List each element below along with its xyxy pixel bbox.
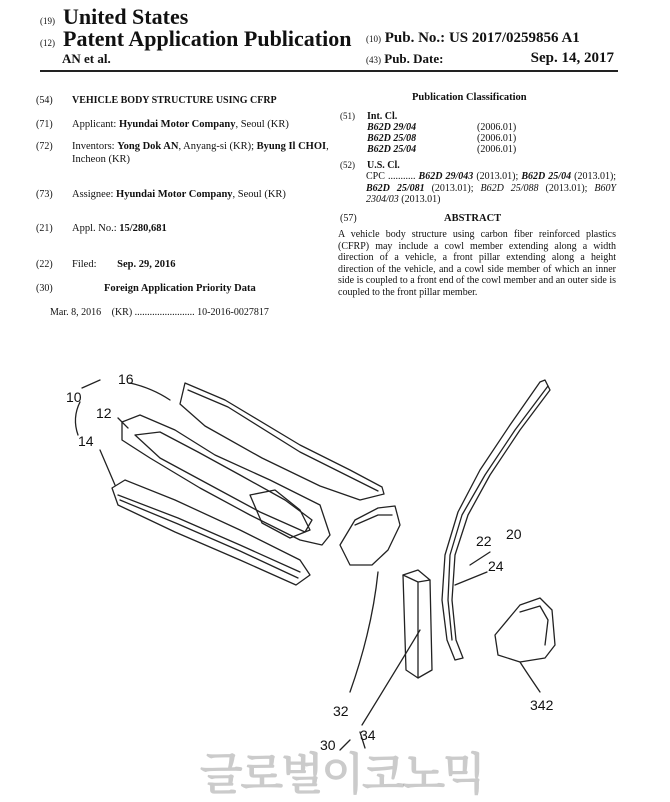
us-cl-block bbox=[340, 160, 630, 212]
leader-line bbox=[362, 630, 420, 725]
us-cl-label: U.S. Cl. bbox=[367, 160, 400, 171]
cpc-date: (2013.01); bbox=[574, 171, 617, 182]
bibliographic-data bbox=[36, 94, 336, 354]
country-code: (19) bbox=[40, 16, 55, 26]
int-cl-row bbox=[340, 144, 630, 155]
int-cl-code: (51) bbox=[340, 111, 355, 121]
inventor-2-place: , Incheon (KR) bbox=[72, 141, 329, 165]
cpc-dots: ........... bbox=[387, 171, 416, 182]
abstract-text: A vehicle body structure using carbon fiber reinforced plastics (CFRP) may include a cowl member extending along a width direction of a vehicle, a front pillar extending along a height direction of the vehicle, and a cowl side member of which an inner side is coupled to a front end of the cowl member and an outer side is coupled to the front pillar member. bbox=[338, 229, 616, 298]
inventors-code: (72) bbox=[36, 141, 53, 152]
inventors bbox=[72, 140, 332, 166]
appl-no bbox=[72, 222, 327, 235]
ref-12: 12 bbox=[96, 405, 112, 421]
int-cl-row bbox=[340, 122, 630, 133]
int-cl-class: B62D 25/04 bbox=[367, 144, 417, 155]
inventor-1-place: , Anyang-si (KR); bbox=[178, 141, 257, 152]
priority-dots: ........................ bbox=[134, 307, 195, 318]
cowl-upper-panel-edge bbox=[188, 390, 378, 491]
pub-no-label: Pub. No.: bbox=[384, 30, 446, 46]
applicant-label: Applicant: bbox=[72, 119, 117, 130]
appl-no-label: Appl. No.: bbox=[72, 223, 117, 234]
applicant-place: , Seoul (KR) bbox=[235, 119, 289, 130]
ref-342: 342 bbox=[530, 697, 554, 713]
appl-no-value: 15/280,681 bbox=[119, 223, 167, 234]
cpc-class: B60Y 2304/03 bbox=[366, 182, 617, 205]
us-cl-code: (52) bbox=[340, 160, 355, 170]
filed-code: (22) bbox=[36, 259, 53, 270]
country: United States bbox=[63, 4, 189, 29]
cowl-member bbox=[122, 415, 330, 545]
pillar-reinforcement-edge bbox=[403, 575, 430, 678]
pub-date-label: Pub. Date: bbox=[384, 51, 444, 66]
ref-14: 14 bbox=[78, 433, 94, 449]
cowl-side-outer-edge bbox=[520, 606, 548, 645]
leader-line bbox=[520, 662, 540, 692]
cpc-class: B62D 25/081 bbox=[366, 182, 425, 194]
assignee bbox=[72, 188, 327, 201]
int-cl-row bbox=[340, 133, 630, 144]
cpc-date: (2013.01); bbox=[476, 171, 519, 182]
inventor-2: Byung Il CHOI bbox=[256, 141, 327, 152]
leader-line bbox=[470, 552, 490, 565]
ref-24: 24 bbox=[488, 558, 504, 574]
type-code: (12) bbox=[40, 38, 55, 48]
pub-no: US 2017/0259856 A1 bbox=[448, 30, 580, 46]
priority-number: 10-2016-0027817 bbox=[197, 307, 269, 318]
int-cl-class: B62D 29/04 bbox=[367, 122, 417, 133]
priority-title: Foreign Application Priority Data bbox=[104, 283, 256, 294]
publication-type-line bbox=[40, 26, 351, 52]
leader-line bbox=[75, 402, 80, 435]
applicant bbox=[72, 118, 327, 131]
assignee-code: (73) bbox=[36, 189, 53, 200]
cpc-class: B62D 25/088 bbox=[480, 182, 539, 194]
int-cl-date: (2006.01) bbox=[477, 122, 517, 133]
int-cl-block bbox=[340, 111, 630, 161]
priority-entry bbox=[50, 306, 340, 319]
cpc-date: (2013.01); bbox=[431, 182, 474, 194]
ref-16: 16 bbox=[118, 371, 134, 387]
invention-title: VEHICLE BODY STRUCTURE USING CFRP bbox=[72, 95, 277, 106]
priority-date: Mar. 8, 2016 bbox=[50, 307, 102, 318]
leader-line bbox=[455, 572, 487, 585]
classification-title: Publication Classification bbox=[412, 92, 527, 103]
priority-country: (KR) bbox=[111, 307, 133, 318]
ref-34: 34 bbox=[360, 727, 376, 743]
pub-date-code: (43) bbox=[366, 55, 381, 65]
inventor-1: Yong Dok AN bbox=[117, 141, 179, 152]
pub-date: Sep. 14, 2017 bbox=[530, 50, 614, 66]
leader-line bbox=[82, 380, 100, 388]
int-cl-date: (2006.01) bbox=[477, 144, 517, 155]
int-cl-header bbox=[340, 111, 630, 122]
pub-no-code: (10) bbox=[366, 34, 381, 44]
authors: AN et al. bbox=[62, 51, 111, 66]
abstract-code: (57) bbox=[340, 213, 357, 224]
filed-label: Filed: bbox=[72, 259, 97, 270]
front-pillar-inner bbox=[448, 386, 548, 640]
abstract-title: ABSTRACT bbox=[444, 213, 502, 224]
ref-32: 32 bbox=[333, 703, 349, 719]
cpc-class: B62D 29/043 bbox=[418, 171, 474, 182]
cpc-date: (2013.01); bbox=[545, 182, 588, 194]
header-divider bbox=[40, 70, 618, 72]
int-cl-class: B62D 25/08 bbox=[367, 133, 417, 144]
ref-30: 30 bbox=[320, 737, 336, 753]
int-cl-label: Int. Cl. bbox=[367, 111, 398, 122]
assignee-name: Hyundai Motor Company bbox=[116, 189, 233, 200]
ref-20: 20 bbox=[506, 526, 522, 542]
leader-line bbox=[118, 418, 128, 428]
priority-code: (30) bbox=[36, 283, 53, 294]
assignee-label: Assignee: bbox=[72, 189, 114, 200]
filed-value: Sep. 29, 2016 bbox=[117, 259, 176, 270]
publication-type: Patent Application Publication bbox=[63, 26, 352, 51]
pub-number-line bbox=[366, 30, 580, 47]
filed bbox=[72, 258, 327, 271]
ref-22: 22 bbox=[476, 533, 492, 549]
inventors-label: Inventors: bbox=[72, 141, 115, 152]
cowl-side-outer bbox=[495, 598, 555, 662]
int-cl-date: (2006.01) bbox=[477, 133, 517, 144]
title-code: (54) bbox=[36, 95, 53, 106]
leader-line bbox=[130, 383, 170, 400]
patent-drawing bbox=[0, 340, 670, 783]
assignee-place: , Seoul (KR) bbox=[232, 189, 286, 200]
leader-line bbox=[350, 572, 378, 692]
appl-no-code: (21) bbox=[36, 223, 53, 234]
cpc-class: B62D 25/04 bbox=[521, 171, 572, 182]
watermark: 글로벌이코노믹 bbox=[200, 749, 484, 800]
cpc-date: (2013.01) bbox=[401, 194, 441, 205]
leader-line bbox=[100, 450, 115, 485]
pub-date-line bbox=[366, 51, 614, 67]
ref-10: 10 bbox=[66, 389, 82, 405]
lower-reinforcement-line bbox=[118, 495, 300, 572]
cpc-label: CPC bbox=[366, 171, 385, 182]
applicant-name: Hyundai Motor Company bbox=[118, 119, 236, 130]
front-pillar bbox=[442, 380, 550, 660]
applicant-code: (71) bbox=[36, 119, 53, 130]
lower-reinforcement-line bbox=[120, 500, 298, 578]
cpc-classes bbox=[366, 171, 616, 206]
